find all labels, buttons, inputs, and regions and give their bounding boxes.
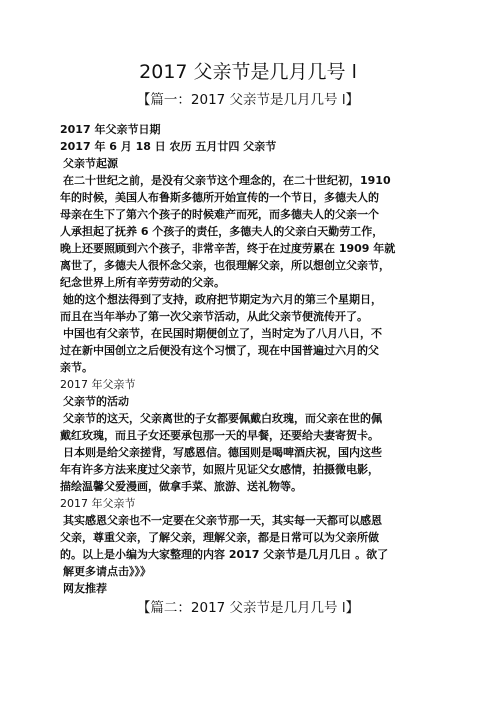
text-line: 2017 年父亲节 [60,378,136,391]
text-line: 在二十世纪之前，是没有父亲节这个理念的，在二十世纪初，1910 [63,174,391,187]
text-line: 的。以上是小编为大家整理的内容 2017 父亲节是几月几日 。欲了 [60,548,389,561]
text-line: 描绘温馨父爱漫画，做拿手菜、旅游、送礼物等。 [60,480,302,493]
text-line: 父亲节起源 [63,157,118,170]
text-line[interactable]: 解更多请点击》》》 [63,565,151,578]
text-line: 其实感恩父亲也不一定要在父亲节那一天，其实每一天都可以感恩 [63,514,382,527]
text-line: 过在新中国创立之后便没有这个习惯了，现在中国普遍过六月的父 [60,344,379,357]
text-line: 中国也有父亲节，在民国时期便创立了，当时定为了八月八日，不 [63,327,382,340]
text-line: 2017 年父亲节 [60,497,136,510]
text-line: 人承担起了抚养 6 个孩子的责任，多德夫人的父亲白天勤劳工作， [60,225,384,238]
section-header-2: 【篇二：2017 父亲节是几月几号 l】 [136,600,360,616]
text-line: 母亲在生下了第六个孩子的时候难产而死，而多德夫人的父亲一个 [60,208,379,221]
text-line: 纪念世界上所有辛劳劳动的父亲。 [60,276,225,289]
text-line: 年有许多方法来度过父亲节，如照片见证父女感情，拍摄微电影， [60,463,379,476]
text-line: 日本则是给父亲搓背，写感恩信。德国则是喝啤酒庆祝，国内这些 [63,446,382,459]
text-line: 网友推荐 [63,582,107,595]
text-line: 2017 年 6 月 18 日 农历 五月廿四 父亲节 [60,140,277,153]
text-line: 父亲节的这天，父亲离世的子女都要佩戴白玫瑰，而父亲在世的佩 [63,412,382,425]
text-line: 而且在当年举办了第一次父亲节活动，从此父亲节便流传开了。 [60,310,368,323]
document-title: 2017 父亲节是几月几号 l [139,61,357,83]
text-line: 戴红玫瑰，而且子女还要承包那一天的早餐，还要给夫妻寄贺卡。 [60,429,379,442]
text-line: 2017 年父亲节日期 [60,123,161,136]
text-line: 年的时候，美国人布鲁斯多德所开始宣传的一个节日，多德夫人的 [60,191,379,204]
text-line: 她的这个想法得到了支持，政府把节期定为六月的第三个星期日， [63,293,382,306]
text-line: 父亲，尊重父亲，了解父亲，理解父亲，都是日常可以为父亲所做 [60,531,379,544]
article-body [60,121,440,597]
text-line: 父亲节的活动 [63,395,129,408]
text-line: 亲节。 [60,361,93,374]
text-line: 晚上还要照顾到六个孩子，非常辛苦，终于在过度劳累在 1909 年就 [60,242,396,255]
section-header-1: 【篇一：2017 父亲节是几月几号 l】 [136,92,360,108]
text-line: 离世了，多德夫人很怀念父亲，也很理解父亲，所以想创立父亲节， [60,259,390,272]
